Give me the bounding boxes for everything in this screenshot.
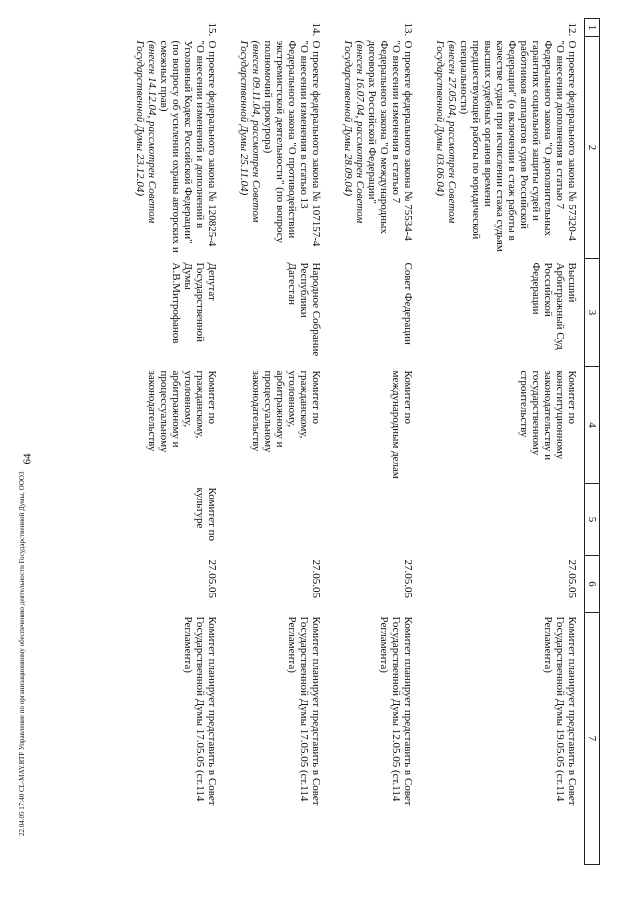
page-number: 64 [21,453,34,465]
plan-cell: Комитет планирует представить в Совет Государственной Думы 12.05.05 (ст.114 Регламента) [378,616,414,806]
header-row [585,19,600,865]
project-title: О проекте федерального закона № 107157-4 "О внесении изменения в статью 13 Федерального закона "О противодействии экстремистской деятельности" (по вопросу полномочий прокурора) [262,40,322,247]
project-note: (внесен 27.05.04, рассмотрен Советом Государственной Думы 03.06.04) [434,40,458,224]
column-header: 5 [585,484,600,556]
project-cell [420,37,585,259]
committee-cell: Комитет по международным делам [390,370,414,479]
project-cell [120,37,224,259]
table-row [120,19,224,865]
project-note: (внесен 16.07.04, рассмотрен Советом Государственной Думы 28.09.04) [342,40,366,224]
initiator-cell: Народное Собрание Республики Дагестан [286,262,322,357]
date-cell: 27.05.05 [402,559,414,598]
committee-cell: Комитет по гражданскому, уголовному, арбитражному и процессуальному законодательству [250,370,322,453]
date-cell: 27.05.05 [310,559,322,598]
date-cell: 27.05.05 [566,559,578,598]
row-number: 12. [566,22,578,37]
column-header: 3 [585,259,600,367]
footer-area [18,471,30,848]
plan-cell: Комитет планирует представить в Совет Государственной Думы 19.05.05 (ст.114 Регламента) [542,616,578,806]
row-number: 15. [206,22,218,37]
co-committee-cell: Комитет по культуре [194,487,218,542]
project-note: (внесен 14.12.04, рассмотрен Советом Государственной Думы 23.12.04) [134,40,158,224]
co-committee-cell [420,484,585,556]
table-row [224,19,328,865]
co-committee-cell [224,484,328,556]
column-header: 4 [585,367,600,484]
plan-cell: Комитет планирует представить в Совет Государственной Думы 17.05.05 (ст.114 Регламента) [182,616,218,806]
project-title: О проекте федерального закона № 120825-4 "О внесении изменений и дополнений в Уголовный Кодекс Российской Федерации" (по вопросу об усилении охраны авторских и смежных прав) [158,40,218,253]
project-title: О проекте федерального закона № 57320-4 "О внесении дополнения в статью 7 Федерального закона "О дополнительных гарантиях социальной защиты судей и работников аппаратов судов Российской Федерации" (о включении в стаж работы в качестве судьи при исчислении стажа судьям высших судебных органов времени предшествующей работы по юридической специальности) [458,40,578,252]
project-cell [328,37,420,259]
table-row [328,19,420,865]
initiator-cell: Совет Федерации [402,262,414,345]
table-row [420,19,585,865]
committee-cell: Комитет по конституционному законодательству и государственному строительству [518,370,578,461]
project-title: О проекте федерального закона № 75534-4 "О внесении изменения в статью 7 Федерального закона "О международных договорах Российской Федерации" [366,40,414,241]
row-number: 14. [310,22,322,37]
project-cell [224,37,328,259]
row-number: 13. [402,22,414,37]
column-header: 6 [585,556,600,613]
project-note: (внесен 09.11.04, рассмотрен Советом Государственной Думы 25.11.04) [238,40,262,223]
co-committee-cell [328,484,420,556]
plan-cell: Комитет планирует представить в Совет Государственной Думы 17.05.05 (ст.114 Регламента) [286,616,322,806]
document-table-rotated [52,18,600,864]
agenda-table [120,18,600,865]
column-header: 1 [585,19,600,37]
committee-cell: Комитет по гражданскому, уголовному, арбитражному и процессуальному законодательству [146,370,218,453]
column-header: 2 [585,37,600,259]
initiator-cell: Высший Арбитражный Суд Российской Федерации [530,262,578,350]
initiator-cell: Депутат Государственной Думы А.В.Митрофанов [170,262,218,344]
footer-text: 22.04.05 17:40 CL-MAY.RTF Управление по организационному обеспечению деятельности Государственной Думы, ООО3 [18,471,26,836]
column-header: 7 [585,613,600,865]
date-cell: 27.05.05 [206,559,218,598]
